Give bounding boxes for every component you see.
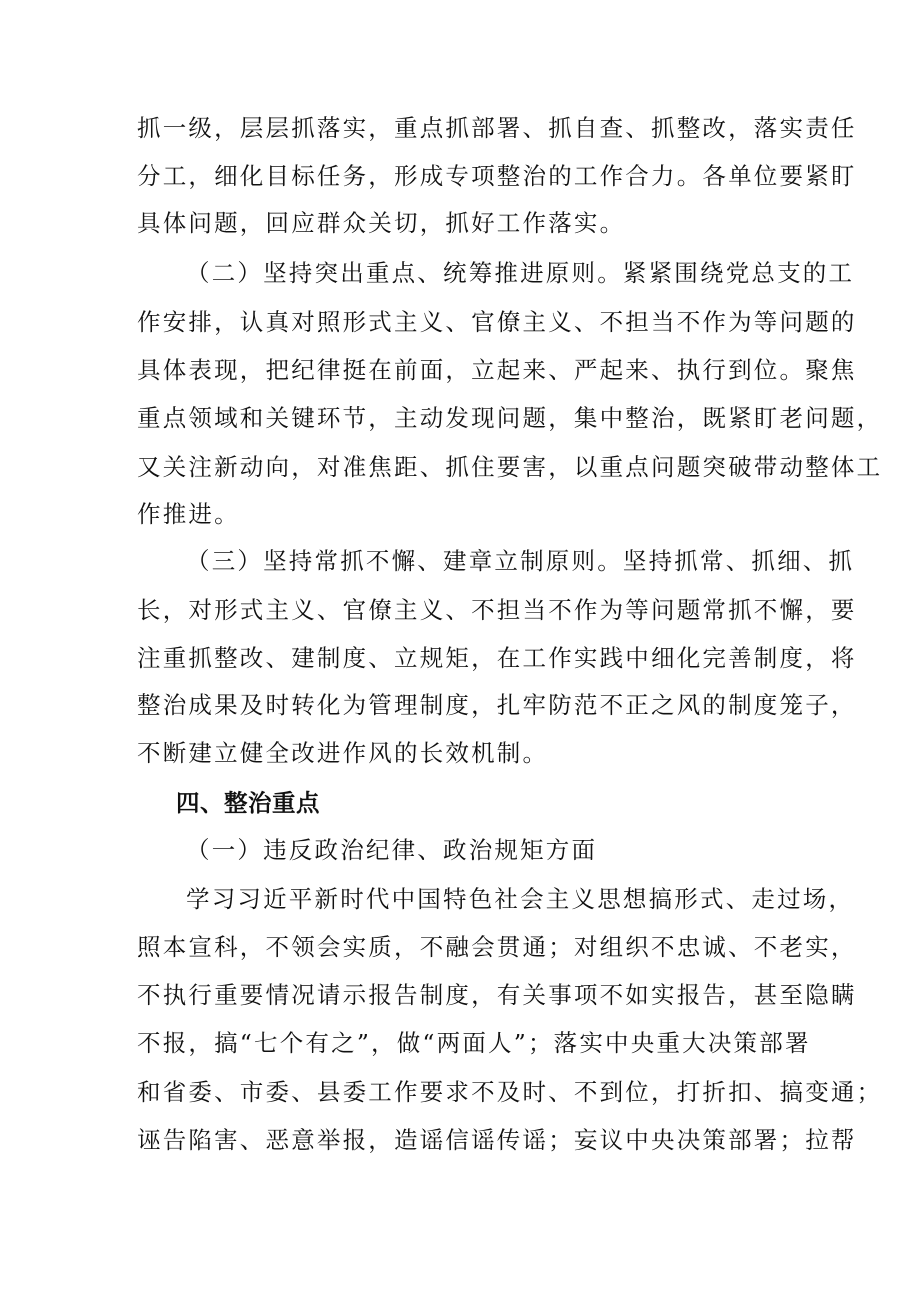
text-line: 不报，搞“七个有之”，做“两面人”；落实中央重大决策部署 — [137, 1029, 811, 1057]
paragraph-heading-3: （三）坚持常抓不懈、建章立制原则。坚持抓常、抓细、抓 — [186, 547, 855, 575]
text-line: 整治成果及时转化为管理制度，扎牢防范不正之风的制度笼子， — [137, 691, 857, 719]
text-line: 和省委、市委、县委工作要求不及时、不到位，打折扣、搞变通； — [137, 1078, 883, 1106]
text-line: 注重抓整改、建制度、立规矩，在工作实践中细化完善制度，将 — [137, 644, 857, 672]
text-line: 不断建立健全改进作风的长效机制。 — [137, 739, 549, 767]
text-line: 学习习近平新时代中国特色社会主义思想搞形式、走过场， — [186, 885, 855, 913]
subsection-heading: （一）违反政治纪律、政治规矩方面 — [186, 836, 598, 864]
text-line: 照本宣科，不领会实质，不融会贯通；对组织不忠诚、不老实， — [137, 933, 857, 961]
text-line: 分工，细化目标任务，形成专项整治的工作合力。各单位要紧盯 — [137, 162, 857, 190]
text-line: 不执行重要情况请示报告制度，有关事项不如实报告，甚至隐瞒 — [137, 981, 857, 1009]
text-line: 又关注新动向，对准焦距、抓住要害，以重点问题突破带动整体工 — [137, 453, 883, 481]
paragraph-heading-2: （二）坚持突出重点、统筹推进原则。紧紧围绕党总支的工 — [186, 259, 855, 287]
text-line: 抓一级，层层抓落实，重点抓部署、抓自查、抓整改，落实责任 — [137, 114, 857, 142]
text-line: 诬告陷害、恶意举报，造谣信谣传谣；妄议中央决策部署；拉帮 — [137, 1126, 857, 1154]
section-heading: 四、整治重点 — [176, 789, 320, 817]
text-line: 重点领域和关键环节，主动发现问题，集中整治，既紧盯老问题， — [137, 404, 883, 432]
text-line: 长，对形式主义、官僚主义、不担当不作为等问题常抓不懈，要 — [137, 596, 857, 624]
text-line: 具体问题，回应群众关切，抓好工作落实。 — [137, 209, 626, 237]
text-line: 具体表现，把纪律挺在前面，立起来、严起来、执行到位。聚焦 — [137, 356, 857, 384]
text-line: 作推进。 — [137, 500, 240, 528]
text-line: 作安排，认真对照形式主义、官僚主义、不担当不作为等问题的 — [137, 308, 857, 336]
